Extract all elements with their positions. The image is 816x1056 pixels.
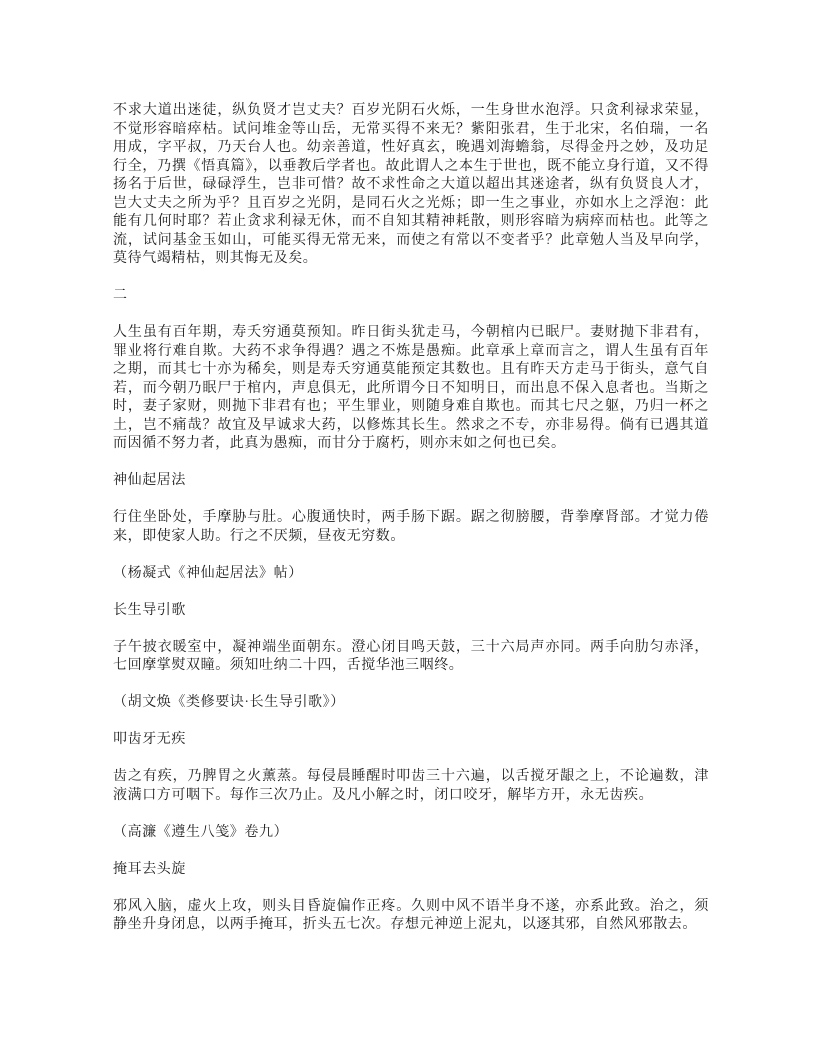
body-paragraph: 齿之有疾，乃脾胃之火薰蒸。每侵晨睡醒时叩齿三十六遍，以舌搅牙龈之上，不论遍数，津液满口方可咽下。每作三次乃止。及凡小解之时，闭口咬牙，解毕方开，永无齿疾。 (113, 769, 709, 803)
body-paragraph: 子午披衣暖室中，凝神端坐面朝东。澄心闭目鸣天鼓，三十六局声亦同。两手向肋匀赤泽，七回摩掌熨双瞳。须知吐纳二十四，舌搅华池三咽终。 (113, 639, 709, 673)
section-heading: 叩齿牙无疾 (113, 732, 186, 747)
section-heading: 掩耳去头旋 (113, 861, 186, 877)
section-heading: 长生导引歌 (113, 602, 186, 618)
source-attribution: （杨凝式《神仙起居法》帖） (113, 565, 303, 581)
body-paragraph: 邪风入脑，虚火上攻，则头目昏旋偏作正疼。久则中风不语半身不遂，亦系此致。治之，须静坐升身闭息，以两手掩耳，折头五七次。存想元神逆上泥丸，以逐其邪，自然风邪散去。 (113, 898, 709, 932)
section-heading: 神仙起居法 (113, 473, 186, 488)
body-paragraph: 不求大道出迷徒，纵负贤才岂丈夫？百岁光阴石火烁，一生身世水泡浮。只贪利禄求荣显，不觉形容暗瘁枯。试问堆金等山岳，无常买得不来无？紫阳张君，生于北宋，名伯瑞，一名用成，字平叔，乃天台人也。幼亲善道，性好真玄，晚遇刘海蟾翁，尽得金丹之妙，及功足行全，乃撰《悟真篇》，以垂教后学者也。故此谓人之本生于世也，既不能立身行道，又不得扬名于后世，碌碌浮生，岂非可惜？故不求性命之大道以超出其迷途者，纵有负贤良人才，岂大丈夫之所为乎？且百岁之光阴，是同石火之光烁；即一生之事业，亦如水上之浮泡：此能有几何时耶？若止贪求利禄无休，而不自知其精神耗散，则形容暗为病瘁而枯也。此等之流，试问基金玉如山，可能买得无常无来，而使之有常以不变者乎？此章勉人当及早向学，莫待气竭精枯，则其悔无及矣。 (113, 103, 709, 266)
source-attribution: （高濂《遵生八笺》卷九） (113, 824, 289, 840)
section-heading: 二 (113, 288, 128, 303)
source-attribution: （胡文焕《类修要诀·长生导引歌》） (113, 695, 345, 710)
body-paragraph: 行住坐卧处，手摩胁与肚。心腹通快时，两手肠下踞。踞之彻膀腰，背拳摩肾部。才觉力倦来，即使家人助。行之不厌频，昼夜无穷数。 (113, 510, 709, 544)
text-column (113, 102, 709, 953)
body-paragraph: 人生虽有百年期，寿夭穷通莫预知。昨日街头犹走马，今朝棺内已眠尸。妻财抛下非君有，罪业将行难自欺。大药不求争得遇？遇之不炼是愚痴。此章承上章而言之，谓人生虽有百年之期，而其七十亦为稀矣，则是寿夭穷通莫能预定其数也。且有昨天方走马于街头，意气自若，而今朝乃眠尸于棺内，声息俱无，此所谓今日不知明日，而出息不保入息者也。当斯之时，妻子家财，则抛下非君有也；平生罪业，则随身难自欺也。而其七尺之躯，乃归一杯之土，岂不痛哉？故宜及早诚求大药，以修炼其长生。然求之不专，亦非易得。倘有已遇其道而因循不努力者，此真为愚痴，而甘分于腐朽，则亦末如之何也已矣。 (113, 325, 709, 451)
